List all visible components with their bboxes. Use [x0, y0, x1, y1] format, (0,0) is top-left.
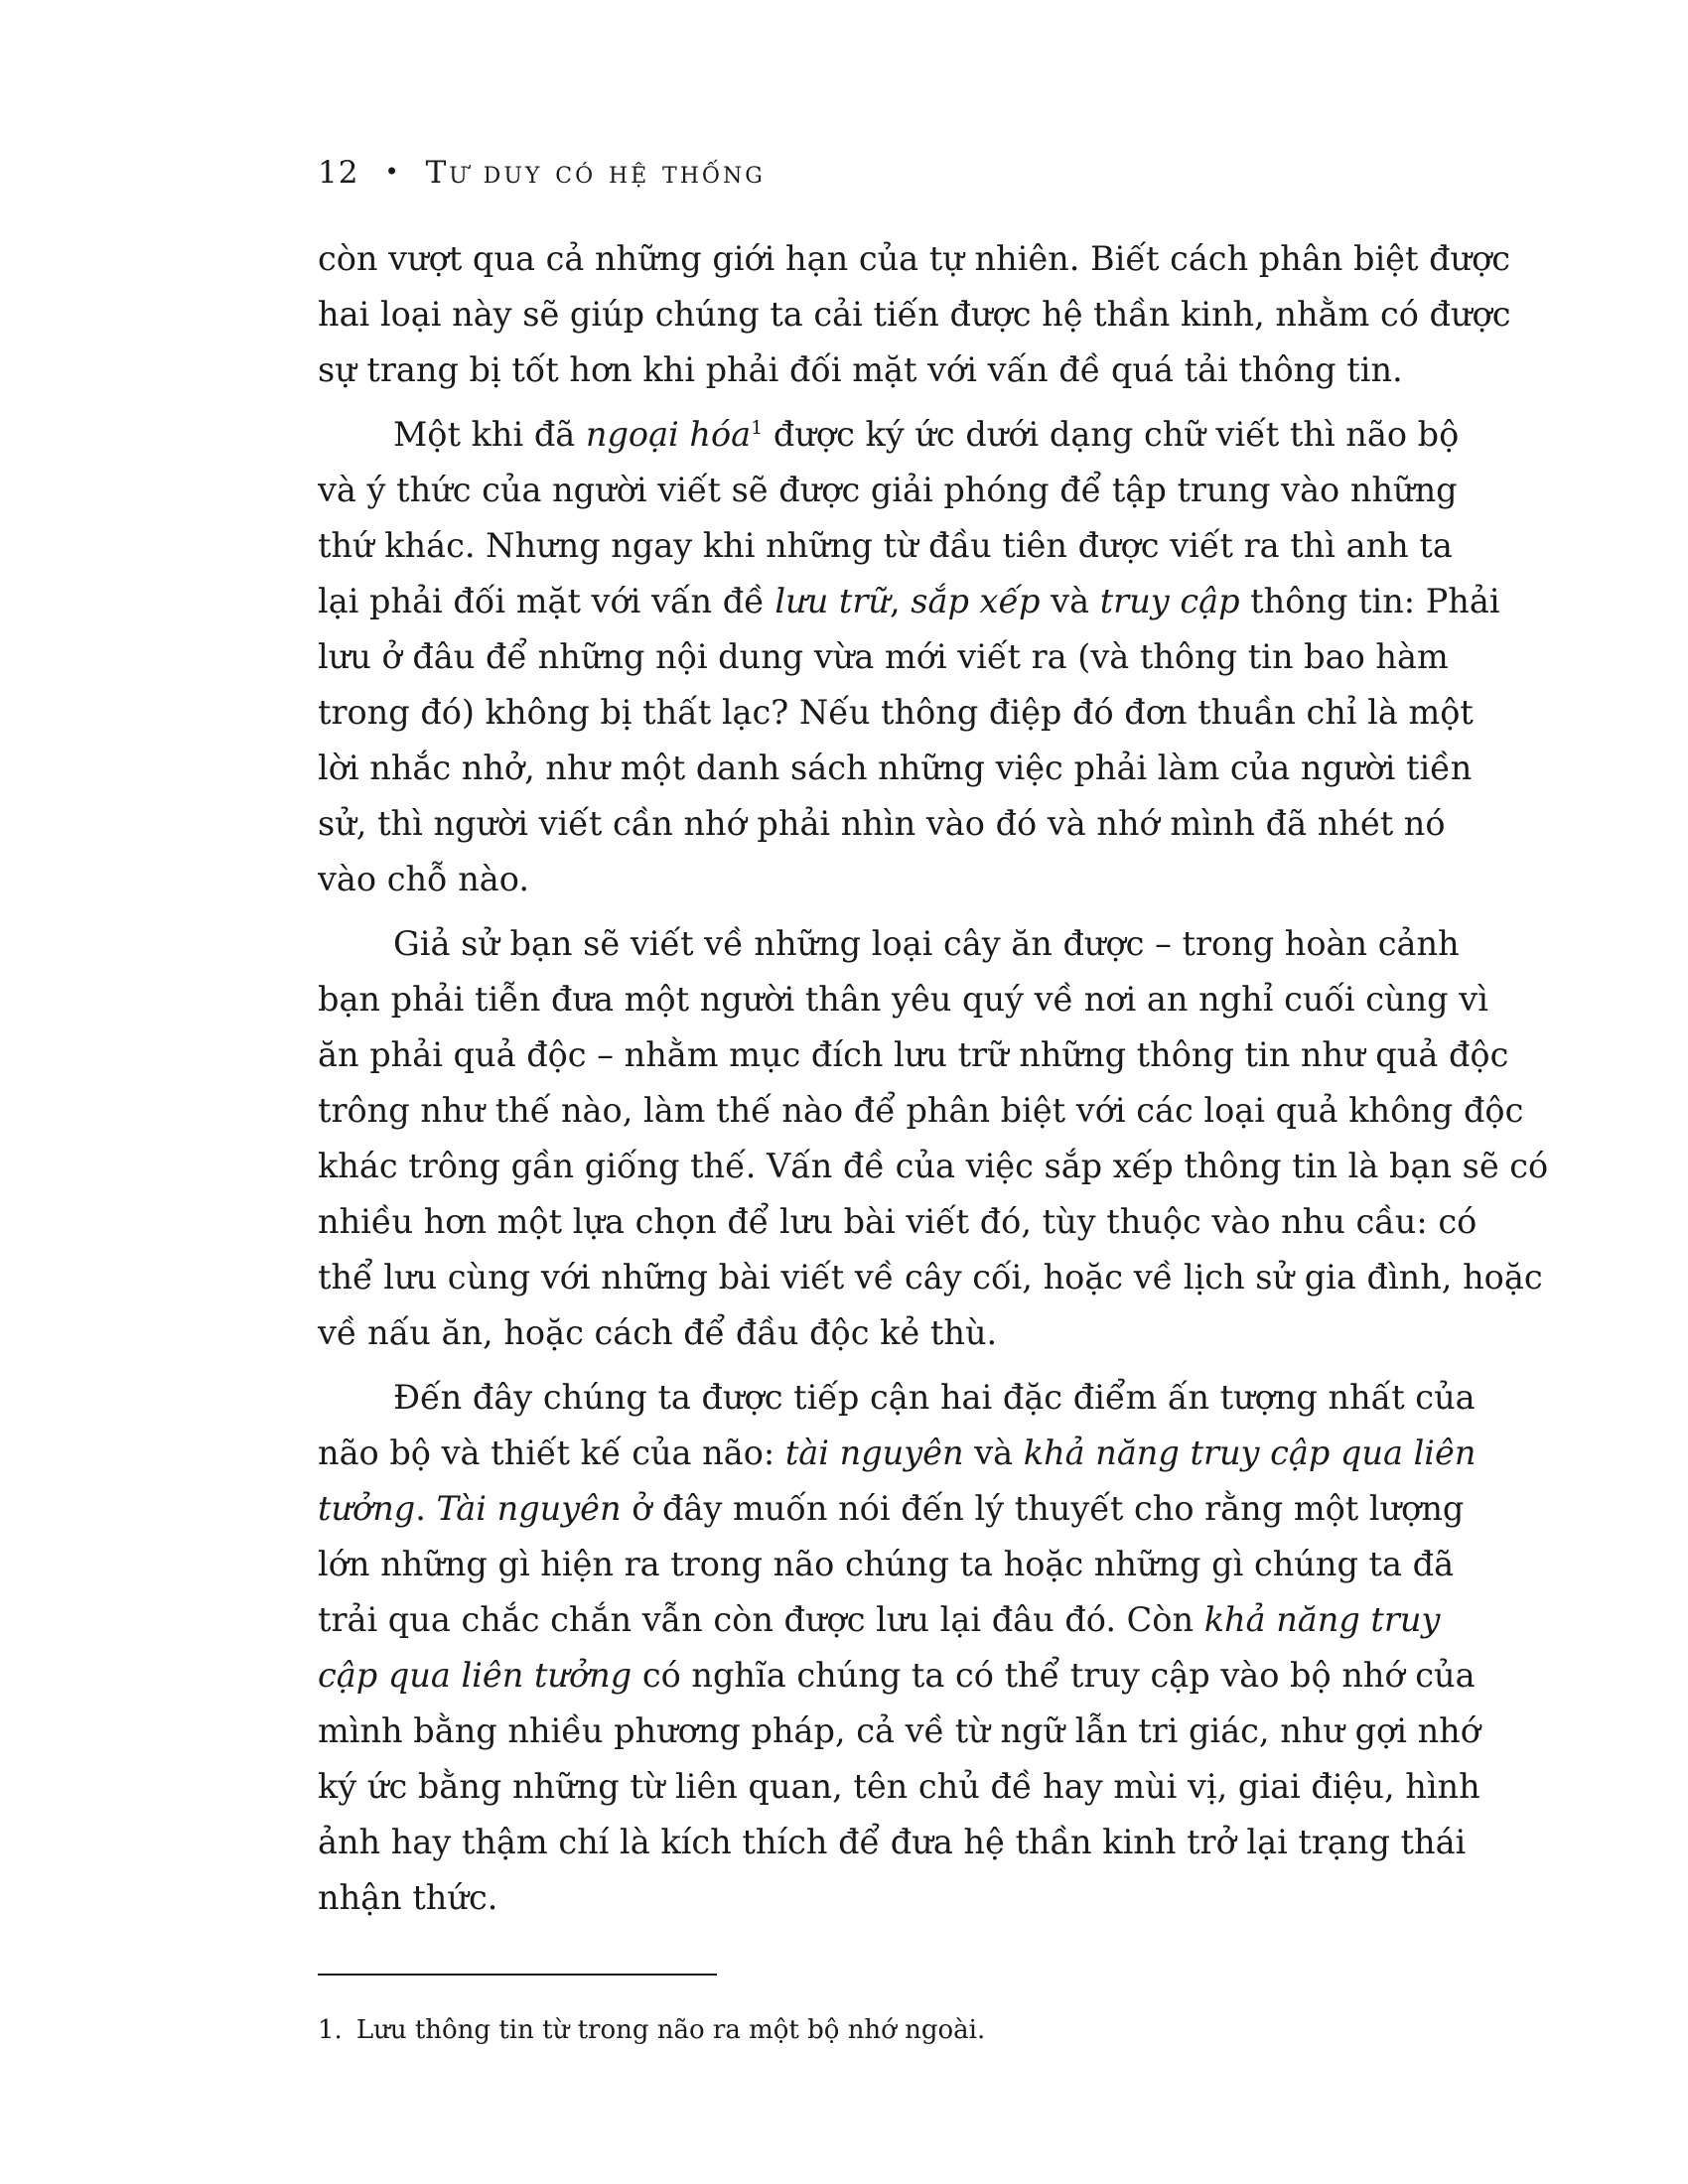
text-line: thứ khác. Nhưng ngay khi những từ đầu tiên được viết ra thì anh ta	[318, 526, 1453, 565]
text-line: thể lưu cùng với những bài viết về cây cối, hoặc về lịch sử gia đình, hoặc	[318, 1258, 1543, 1297]
emphasis: sắp xếp	[911, 582, 1041, 620]
text-line: nhiều hơn một lựa chọn để lưu bài viết đó, tùy thuộc vào nhu cầu: có	[318, 1202, 1477, 1241]
text-line: Một khi đã ngoại hóa$^1$ được ký ức dưới dạng chữ viết thì não bộ	[393, 415, 1460, 454]
footnote	[318, 2011, 985, 2049]
emphasis: truy cập	[1099, 582, 1240, 620]
text-line: khác trông gần giống thế. Vấn đề của việc sắp xếp thông tin là bạn sẽ có	[318, 1147, 1549, 1185]
text-line: não bộ và thiết kế của não: tài nguyên và khả năng truy cập qua liên	[318, 1433, 1477, 1472]
text-line: Đến đây chúng ta được tiếp cận hai đặc điểm ấn tượng nhất của	[393, 1378, 1476, 1417]
text-line: và ý thức của người viết sẽ được giải phóng để tập trung vào những	[318, 471, 1458, 509]
emphasis: Tài nguyên	[436, 1489, 622, 1528]
text-line: trông như thế nào, làm thế nào để phân biệt với các loại quả không độc	[318, 1091, 1524, 1130]
text-line: vào chỗ nào.	[318, 860, 529, 898]
text-line: tưởng. Tài nguyên ở đây muốn nói đến lý thuyết cho rằng một lượng	[318, 1489, 1465, 1528]
text-line: ăn phải quả độc – nhằm mục đích lưu trữ những thông tin như quả độc	[318, 1035, 1509, 1074]
emphasis: khả năng truy cập qua liên	[1023, 1433, 1477, 1472]
text-line: hai loại này sẽ giúp chúng ta cải tiến được hệ thần kinh, nhằm có được	[318, 295, 1511, 334]
emphasis: ngoại hóa	[585, 415, 752, 454]
text-line: Giả sử bạn sẽ viết về những loại cây ăn được – trong hoàn cảnh	[393, 924, 1460, 963]
text-line: nhận thức.	[318, 1878, 498, 1917]
text-line: mình bằng nhiều phương pháp, cả về từ ngữ lẫn tri giác, như gợi nhớ	[318, 1711, 1480, 1750]
footnote-rule	[318, 1974, 717, 1976]
emphasis: cập qua liên tưởng	[318, 1656, 633, 1695]
text-line: sự trang bị tốt hơn khi phải đối mặt với vấn đề quá tải thông tin.	[318, 350, 1403, 389]
footnote-text: Lưu thông tin từ trong não ra một bộ nhớ ngoài.	[355, 2015, 986, 2045]
text-line: về nấu ăn, hoặc cách để đầu độc kẻ thù.	[318, 1313, 998, 1352]
book-title: Tư duy có hệ thống	[425, 155, 766, 191]
text-line: sử, thì người viết cần nhớ phải nhìn vào đó và nhớ mình đã nhét nó	[318, 804, 1446, 843]
text-line: trong đó) không bị thất lạc? Nếu thông điệp đó đơn thuần chỉ là một	[318, 693, 1474, 732]
header-separator: •	[384, 158, 400, 186]
emphasis: khả năng truy	[1203, 1600, 1441, 1639]
footnote-ref: 1	[751, 416, 764, 439]
text-line: còn vượt qua cả những giới hạn của tự nhiên. Biết cách phân biệt được	[318, 239, 1511, 278]
emphasis: tài nguyên	[784, 1433, 964, 1472]
emphasis: tưởng	[318, 1489, 416, 1528]
text-line: ký ức bằng những từ liên quan, tên chủ đề hay mùi vị, giai điệu, hình	[318, 1767, 1480, 1806]
text-line: lại phải đối mặt với vấn đề lưu trữ, sắp xếp và truy cập thông tin: Phải	[318, 582, 1500, 620]
running-header	[318, 155, 766, 191]
body-text	[318, 231, 1549, 1926]
text-line: cập qua liên tưởng có nghĩa chúng ta có thể truy cập vào bộ nhớ của	[318, 1656, 1476, 1695]
text-line: lời nhắc nhở, như một danh sách những việc phải làm của người tiền	[318, 749, 1473, 787]
text-line: lưu ở đâu để những nội dung vừa mới viết ra (và thông tin bao hàm	[318, 637, 1449, 676]
text-line: bạn phải tiễn đưa một người thân yêu quý về nơi an nghỉ cuối cùng vì	[318, 980, 1488, 1019]
footnote-number: 1.	[318, 2015, 343, 2045]
text-line: trải qua chắc chắn vẫn còn được lưu lại đâu đó. Còn khả năng truy	[318, 1600, 1441, 1639]
emphasis: lưu trữ	[774, 582, 890, 620]
page-number: 12	[318, 155, 359, 191]
text-line: lớn những gì hiện ra trong não chúng ta hoặc những gì chúng ta đã	[318, 1545, 1455, 1583]
text-line: ảnh hay thậm chí là kích thích để đưa hệ thần kinh trở lại trạng thái	[318, 1823, 1467, 1861]
